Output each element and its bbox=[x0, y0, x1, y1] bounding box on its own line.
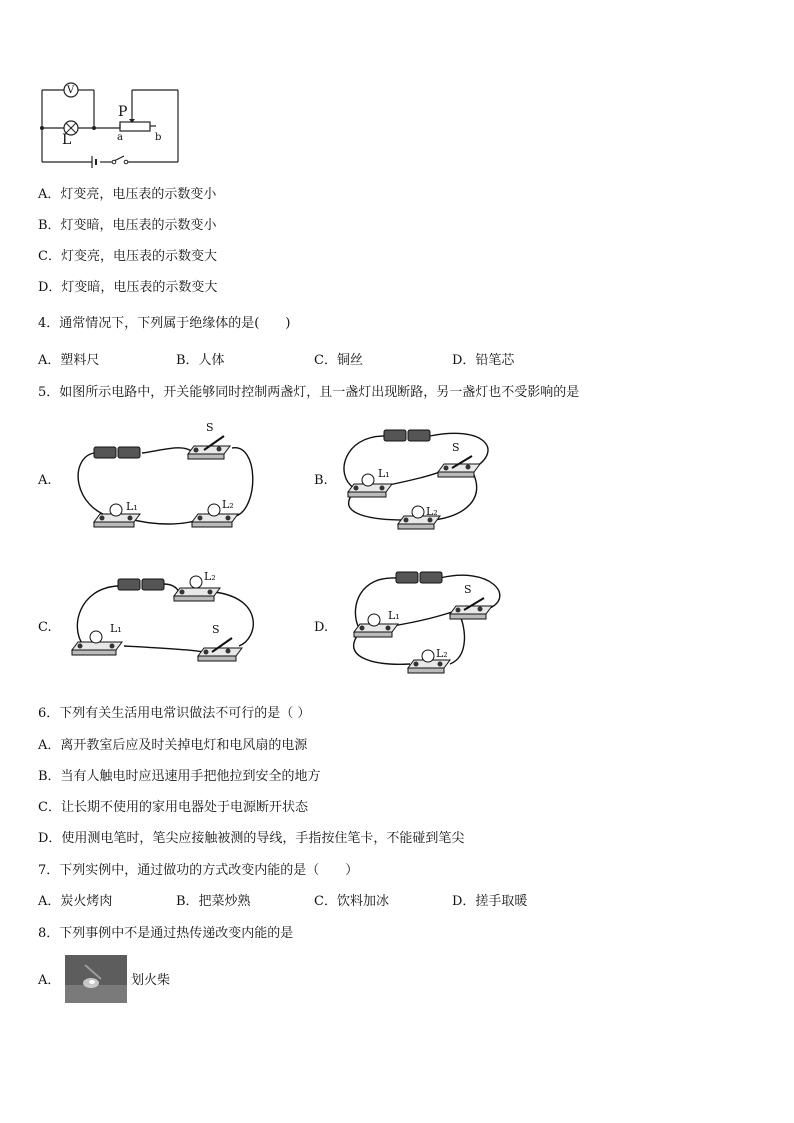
q3-option-b: B．灯变暗，电压表的示数变小 bbox=[38, 218, 217, 233]
q5-b-lamp1-label: L₁ bbox=[378, 467, 390, 480]
q3-option-d: D．灯变暗，电压表的示数变大 bbox=[38, 280, 218, 295]
q6-option-a: A．离开教室后应及时关掉电灯和电风扇的电源 bbox=[38, 738, 308, 753]
q3-circuit-diagram bbox=[36, 78, 186, 170]
q7-stem: 7．下列实例中，通过做功的方式改变内能的是（ ） bbox=[38, 863, 359, 878]
q5-a-switch-label: S bbox=[206, 421, 214, 434]
q8-stem: 8．下列事例中不是通过热传递改变内能的是 bbox=[38, 926, 294, 941]
voltmeter-label: V bbox=[67, 85, 75, 96]
q5-c-lamp1-label: L₁ bbox=[110, 622, 122, 635]
q5-a-lamp2-label: L₂ bbox=[222, 498, 234, 511]
q6-option-b: B．当有人触电时应迅速用手把他拉到安全的地方 bbox=[38, 769, 321, 784]
q5-d-lamp2-label: L₂ bbox=[436, 647, 448, 660]
q7-option-b: B．把菜炒熟 bbox=[176, 894, 251, 909]
q3-option-c: C．灯变亮，电压表的示数变大 bbox=[38, 249, 217, 264]
q5-circuit-d bbox=[340, 566, 510, 682]
q4-option-a: A．塑料尺 bbox=[38, 353, 100, 368]
q4-option-c: C．铜丝 bbox=[314, 353, 363, 368]
q7-option-a: A．炭火烤肉 bbox=[38, 894, 113, 909]
q5-option-b-letter: B. bbox=[314, 473, 328, 488]
rheostat-end-b-label: b bbox=[155, 132, 162, 143]
q5-option-a-letter: A. bbox=[38, 473, 52, 488]
q5-a-lamp1-label: L₁ bbox=[126, 500, 138, 513]
q6-option-d: D．使用测电笔时，笔尖应接触被测的导线，手指按住笔卡，不能碰到笔尖 bbox=[38, 831, 465, 846]
rheostat-end-a-label: a bbox=[117, 132, 123, 143]
q5-circuit-c bbox=[64, 568, 274, 684]
q4-stem: 4．通常情况下，下列属于绝缘体的是( ) bbox=[38, 316, 291, 331]
q5-c-switch-label: S bbox=[212, 623, 220, 636]
q5-d-switch-label: S bbox=[464, 583, 472, 596]
q5-option-d-letter: D. bbox=[314, 620, 329, 635]
q5-circuit-a bbox=[64, 418, 264, 534]
q7-option-d: D．搓手取暖 bbox=[452, 894, 528, 909]
q6-option-c: C．让长期不使用的家用电器处于电源断开状态 bbox=[38, 800, 308, 815]
q5-b-switch-label: S bbox=[452, 441, 460, 454]
q5-c-lamp2-label: L₂ bbox=[204, 570, 216, 583]
q8-option-a-letter: A． bbox=[38, 973, 61, 988]
q8-option-a-text: 划火柴 bbox=[131, 973, 171, 988]
q5-circuit-b bbox=[334, 420, 504, 536]
q7-option-c: C．饮料加冰 bbox=[314, 894, 389, 909]
q5-option-c-letter: C. bbox=[38, 620, 52, 635]
match-striking-photo bbox=[65, 955, 127, 1003]
q5-b-lamp2-label: L₂ bbox=[426, 505, 438, 518]
q4-option-b: B．人体 bbox=[176, 353, 225, 368]
q4-option-d: D．铅笔芯 bbox=[452, 353, 515, 368]
q3-option-a: A．灯变亮，电压表的示数变小 bbox=[38, 187, 217, 202]
q6-stem: 6．下列有关生活用电常识做法不可行的是（ ） bbox=[38, 706, 311, 721]
lamp-label: L bbox=[62, 132, 72, 148]
q5-d-lamp1-label: L₁ bbox=[388, 609, 400, 622]
q5-stem: 5．如图所示电路中，开关能够同时控制两盏灯，且一盏灯出现断路，另一盏灯也不受影响的是 bbox=[38, 385, 580, 400]
slider-label: P bbox=[118, 104, 128, 120]
